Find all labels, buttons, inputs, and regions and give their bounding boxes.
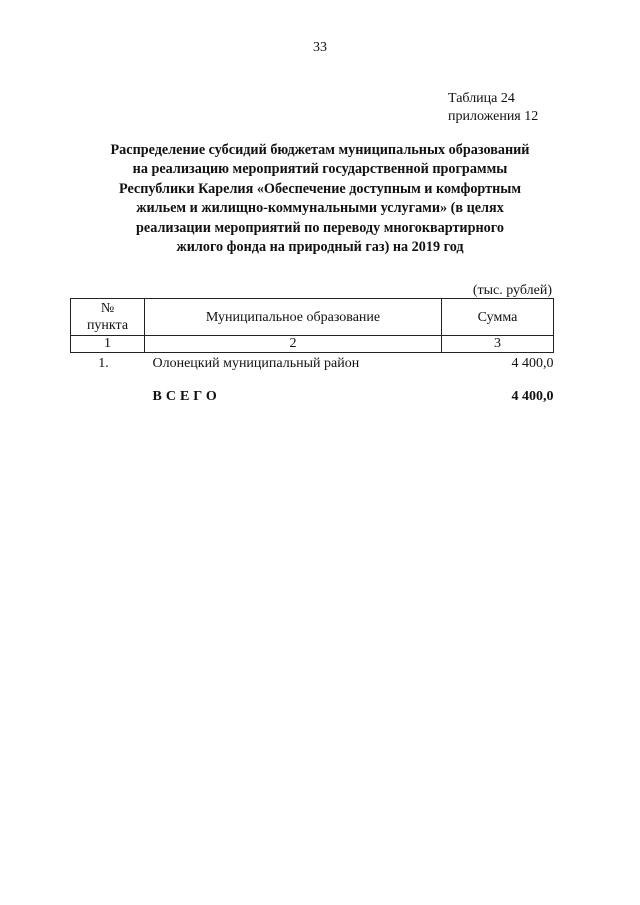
header-number-symbol: №: [100, 301, 115, 316]
document-title: [80, 141, 560, 257]
table-row: [71, 353, 554, 387]
row-number: 1.: [98, 356, 109, 371]
title-line: жилого фонда на природный газ) на 2019 год: [176, 239, 464, 256]
subsidy-table: [70, 298, 554, 413]
title-line: реализации мероприятий по переводу многоквартирного: [136, 219, 504, 236]
title-line: жильем и жилищно-коммунальными услугами» (в целях: [136, 200, 504, 217]
total-row: [71, 386, 554, 413]
row-municipality: Олонецкий муниципальный район: [152, 356, 360, 371]
title-line: на реализацию мероприятий государственной программы: [132, 161, 508, 178]
header-sum: Сумма: [442, 299, 554, 336]
title-line: Распределение субсидий бюджетам муниципальных образований: [110, 142, 530, 158]
units-note: (тыс. рублей): [472, 283, 552, 298]
header-municipality: Муниципальное образование: [145, 299, 442, 336]
column-number: 1: [71, 336, 145, 353]
column-number-row: [71, 336, 554, 353]
title-line: Республики Карелия «Обеспечение доступным и комфортным: [118, 180, 522, 197]
column-number: 3: [442, 336, 554, 353]
header-number-word: пункта: [86, 318, 129, 333]
column-number: 2: [145, 336, 442, 353]
table-label-line2: приложения 12: [448, 109, 539, 124]
page-number: 33: [313, 40, 327, 55]
row-sum: 4 400,0: [511, 356, 554, 371]
table-header-row: [71, 299, 554, 336]
table-label-line1: Таблица 24: [448, 91, 515, 106]
total-label: ВСЕГО: [152, 389, 221, 404]
total-sum: 4 400,0: [511, 389, 554, 404]
header-item-number: [71, 299, 145, 336]
table-label: [448, 90, 538, 126]
